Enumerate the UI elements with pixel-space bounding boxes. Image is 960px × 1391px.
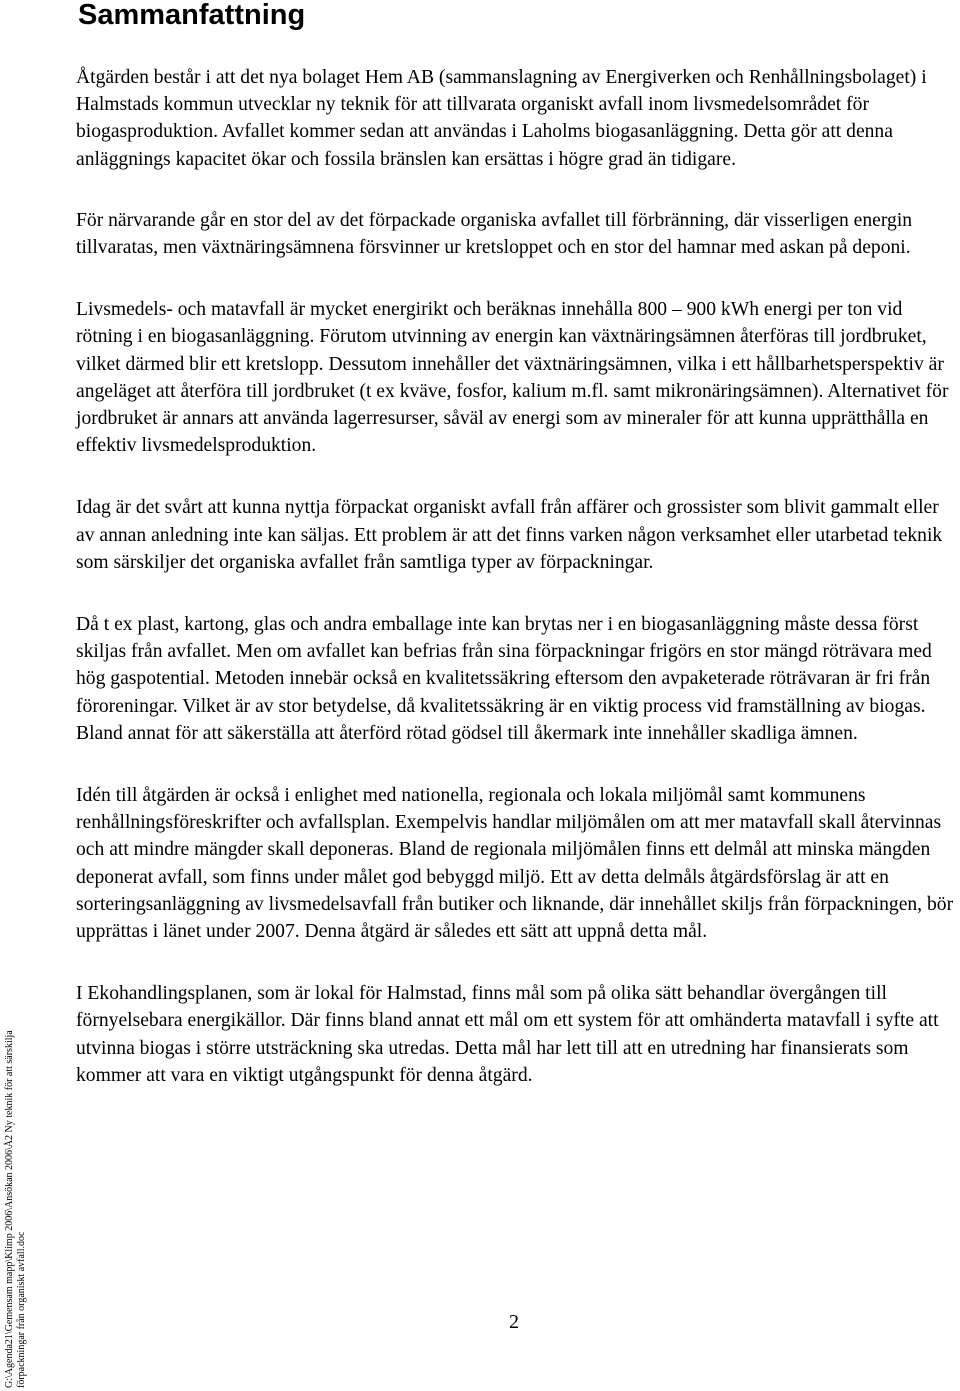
paragraph-environmental-goals: Idén till åtgärden är också i enlighet med nationella, regionala och lokala miljömål samt kommunens renhållningsföreskrifter och avfallsplan. Exempelvis handlar miljömålen om att mer matavfall skall återvinnas och att mindre mängder skall deponeras. Bland de regionala miljömålen finns ett delmål att minska mängden deponerat avfall, som finns under målet god bebyggd miljö. Ett av detta delmåls åtgärdsförslag är att en sorteringsanläggning av livsmedelsavfall från butiker och liknande, där innehållet skiljs från förpackningen, bör upprättas i länet under 2007. Denna åtgärd är således ett sätt att uppnå detta mål. [76,785,954,943]
paragraph-energy-content: Livsmedels- och matavfall är mycket energirikt och beräknas innehålla 800 – 900 kWh energi per ton vid rötning i en biogasanläggning. Förutom utvinning av energin kan växtnäringsämnen återföras till jordbruket, vilket därmed blir ett kretslopp. Dessutom innehåller det växtnäringsämnen, vilka i ett hållbarhetsperspektiv är angeläget att återföra till jordbruket (t ex kväve, fosfor, kalium m.fl. samt mikronäringsämnen). Alternativet för jordbruket är annars att använda lagerresurser, såväl av energi som av mineraler för att kunna upprätthålla en effektiv livsmedelsproduktion. [76,299,949,457]
page-number: 2 [509,1311,519,1333]
paragraph-summary-intro: Åtgärden består i att det nya bolaget Hem AB (sammanslagning av Energiverken och Renhållningsbolaget) i Halmstads kommun utvecklar ny teknik för att tillvarata organiskt avfall inom livsmedelsområdet för biogasproduktion. Avfallet kommer sedan att användas i Laholms biogasanläggning. Detta gör att denna anläggnings kapacitet ökar och fossila bränslen kan ersättas i högre grad än tidigare. [76,67,927,170]
paragraph-ecoplan: I Ekohandlingsplanen, som är lokal för Halmstad, finns mål som på olika sätt behandlar övergången till förnyelsebara energikällor. Där finns bland annat ett mål om ett system för att omhänderta matavfall i syfte att utvinna biogas i större utsträckning ska utredas. Detta mål har lett till att en utredning har finansierats som kommer att vara en viktigt utgångspunkt för denna åtgärd. [76,983,939,1086]
paragraph-current-situation: För närvarande går en stor del av det förpackade organiska avfallet till förbränning, där visserligen energin tillvaratas, men växtnäringsämnena försvinner ur kretsloppet och en stor del hamnar med askan på deponi. [76,209,913,259]
file-path-footer [4,948,28,1388]
paragraph-packaged-waste-problem: Idag är det svårt att kunna nyttja förpackat organiskt avfall från affärer och grossister som blivit gammalt eller av annan anledning inte kan säljas. Ett problem är att det finns varken någon verksamhet eller utarbetad teknik som särskiljer det organiska avfallet från samtliga typer av förpackningar. [76,497,943,573]
page-title: Sammanfattning [78,0,306,31]
file-path-line-2: förpackningar från organiskt avfall.doc [16,1231,27,1388]
document-body [76,64,958,1124]
paragraph-depackaging: Då t ex plast, kartong, glas och andra emballage inte kan brytas ner i en biogasanläggning måste dessa först skiljas från avfallet. Men om avfallet kan befrias från sina förpackningar frigörs en stor mängd röträvara med hög gaspotential. Metoden innebär också en kvalitetssäkring eftersom den avpaketerade röträvaran är fri från föroreningar. Vilket är av stor betydelse, då kvalitetssäkring är en viktig process vid framställning av biogas. Bland annat för att säkerställa att återförd rötad gödsel till åkermark inte innehåller skadliga ämnen. [76,614,932,744]
file-path-line-1: G:\Agenda21\Gemensam mapp\Klimp 2006\Ansökan 2006\Å2 Ny teknik för att särskilja [4,1030,15,1388]
